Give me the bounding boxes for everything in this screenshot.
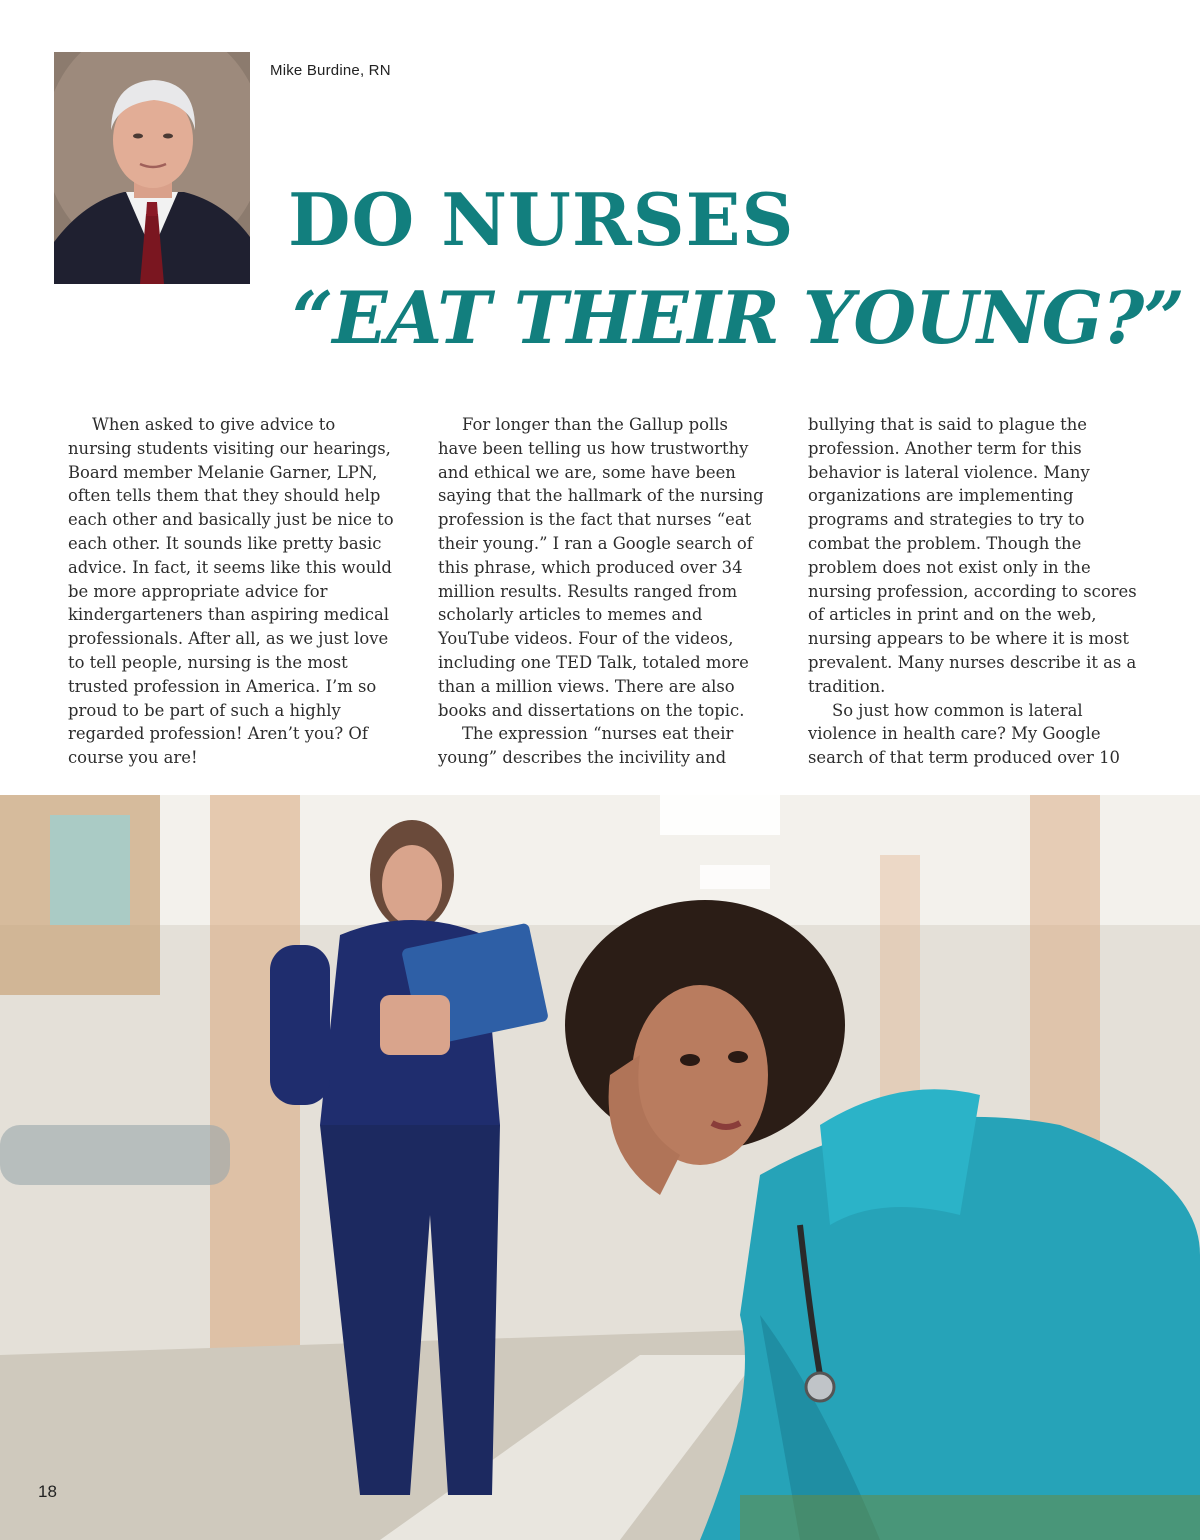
body-column-3 — [808, 413, 1138, 770]
body-column-2 — [438, 413, 768, 770]
feature-photo — [0, 795, 1200, 1540]
paragraph: For longer than the Gallup polls have been telling us how trustworthy and ethical we are, some have been saying that the hallmark of the nursing profession is the fact that nurses “eat their young.” I ran a Google search of this phrase, which produced over 34 million results. Results ranged from scholarly articles to memes and YouTube videos. Four of the videos, including one TED Talk, totaled more than a million views. There are also books and dissertations on the topic. — [438, 415, 764, 720]
paragraph: So just how common is lateral violence in health care? My Google search of that term produced over 10 — [808, 700, 1120, 768]
author-byline: Mike Burdine, RN — [270, 62, 391, 79]
page-number: 18 — [38, 1482, 57, 1501]
paragraph: bullying that is said to plague the profession. Another term for this behavior is lateral violence. Many organizations are implementing programs and strategies to try to combat the problem. Though the problem does not exist only in the nursing profession, according to scores of articles in print and on the web, nursing appears to be where it is most prevalent. Many nurses describe it as a tradition. — [808, 415, 1137, 696]
article-title-line-1: DO NURSES — [288, 177, 795, 262]
author-portrait — [54, 52, 250, 284]
paragraph: The expression “nurses eat their young” describes the incivility and — [438, 724, 734, 768]
article-title-line-2: “EAT THEIR YOUNG?” — [292, 275, 1184, 360]
paragraph: When asked to give advice to nursing students visiting our hearings, Board member Melanie Garner, LPN, often tells them that they should help each other and basically just be nice to each other. It sounds like pretty basic advice. In fact, it seems like this would be more appropriate advice for kindergarteners than aspiring medical professionals. After all, as we just love to tell people, nursing is the most trusted profession in America. I’m so proud to be part of such a highly regarded profession! Aren’t you? Of course you are! — [68, 415, 394, 768]
body-column-1 — [68, 413, 398, 770]
